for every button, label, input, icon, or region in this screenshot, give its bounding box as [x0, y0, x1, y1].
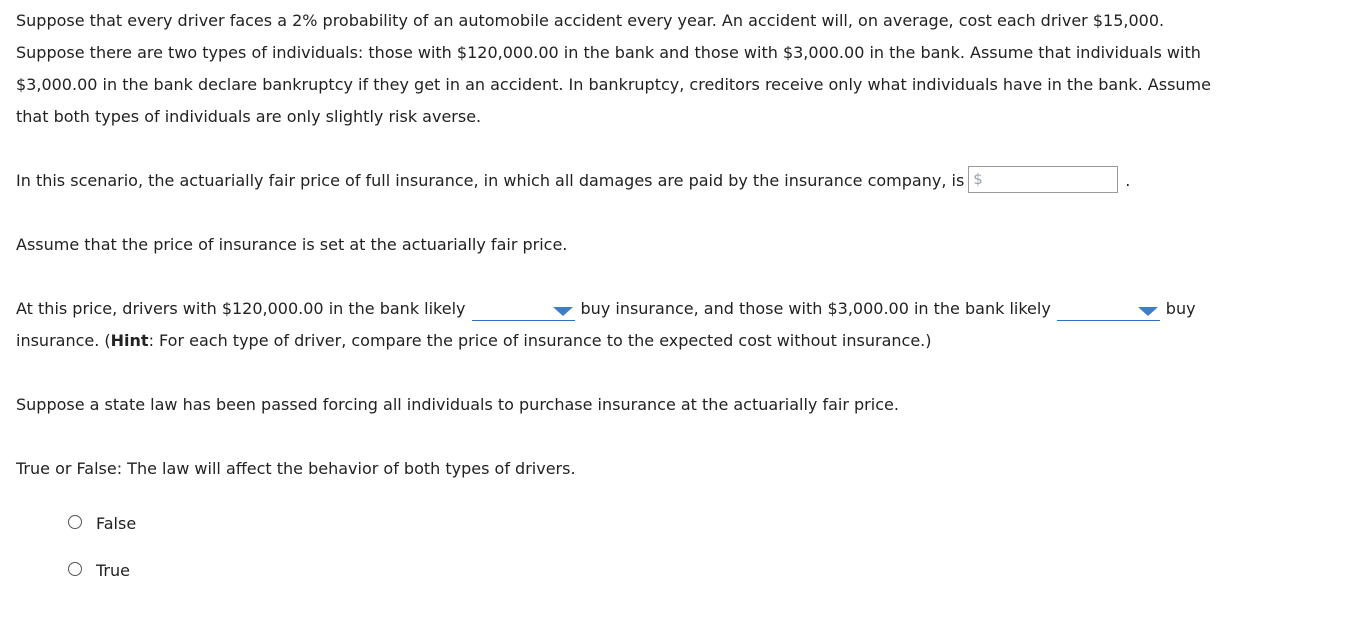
- price-question: [16, 165, 1276, 197]
- likely-line-2: [16, 325, 1276, 357]
- price-answer-field[interactable]: [968, 166, 1118, 193]
- likely-question: [16, 293, 1276, 357]
- option-true-label: True: [96, 561, 130, 580]
- assume-line: Assume that the price of insurance is set at the actuarially fair price.: [16, 235, 568, 254]
- intro-line-1: Suppose that every driver faces a 2% probability of an automobile accident every year. An accident will, on average, cost each driver $15,000.: [16, 11, 1165, 30]
- true-false-line: True or False: The law will affect the behavior of both types of drivers.: [16, 459, 576, 478]
- poor-driver-dropdown[interactable]: [1057, 298, 1160, 321]
- hint-label: Hint: [110, 331, 149, 350]
- intro-line-3: $3,000.00 in the bank declare bankruptcy if they get in an accident. In bankruptcy, creditors receive only what individuals have in the bank. Assume: [16, 75, 1211, 94]
- price-question-text: In this scenario, the actuarially fair price of full insurance, in which all damages are paid by the insurance company, is: [16, 171, 965, 190]
- intro-line-2: Suppose there are two types of individuals: those with $120,000.00 in the bank and those with $3,000.00 in the bank. Assume that individuals with: [16, 43, 1201, 62]
- likely-line-2-start: insurance. (: [16, 331, 111, 350]
- law-line: Suppose a state law has been passed forcing all individuals to purchase insurance at the actuarially fair price.: [16, 395, 899, 414]
- problem-intro: [16, 5, 1276, 133]
- price-question-period: .: [1125, 171, 1131, 190]
- hint-text: : For each type of driver, compare the price of insurance to the expected cost without insurance.): [148, 331, 932, 350]
- assume-fair-price-text: [16, 229, 1276, 261]
- triangle-down-icon: [1138, 307, 1158, 316]
- likely-part-3: buy: [1165, 299, 1196, 318]
- price-answer-input[interactable]: [985, 168, 1113, 190]
- rich-driver-dropdown[interactable]: [472, 298, 575, 321]
- dollar-sign: $: [973, 170, 983, 188]
- option-false-label: False: [96, 514, 137, 533]
- price-question-line: [16, 165, 1276, 197]
- likely-part-2: buy insurance, and those with $3,000.00 in the bank likely: [580, 299, 1051, 318]
- radio-button-true[interactable]: [68, 562, 82, 576]
- radio-button-false[interactable]: [68, 515, 82, 529]
- likely-part-1: At this price, drivers with $120,000.00 in the bank likely: [16, 299, 466, 318]
- true-false-prompt: [16, 453, 1276, 485]
- likely-line-1: [16, 293, 1276, 325]
- triangle-down-icon: [553, 307, 573, 316]
- intro-line-4: that both types of individuals are only slightly risk averse.: [16, 107, 482, 126]
- law-text: [16, 389, 1276, 421]
